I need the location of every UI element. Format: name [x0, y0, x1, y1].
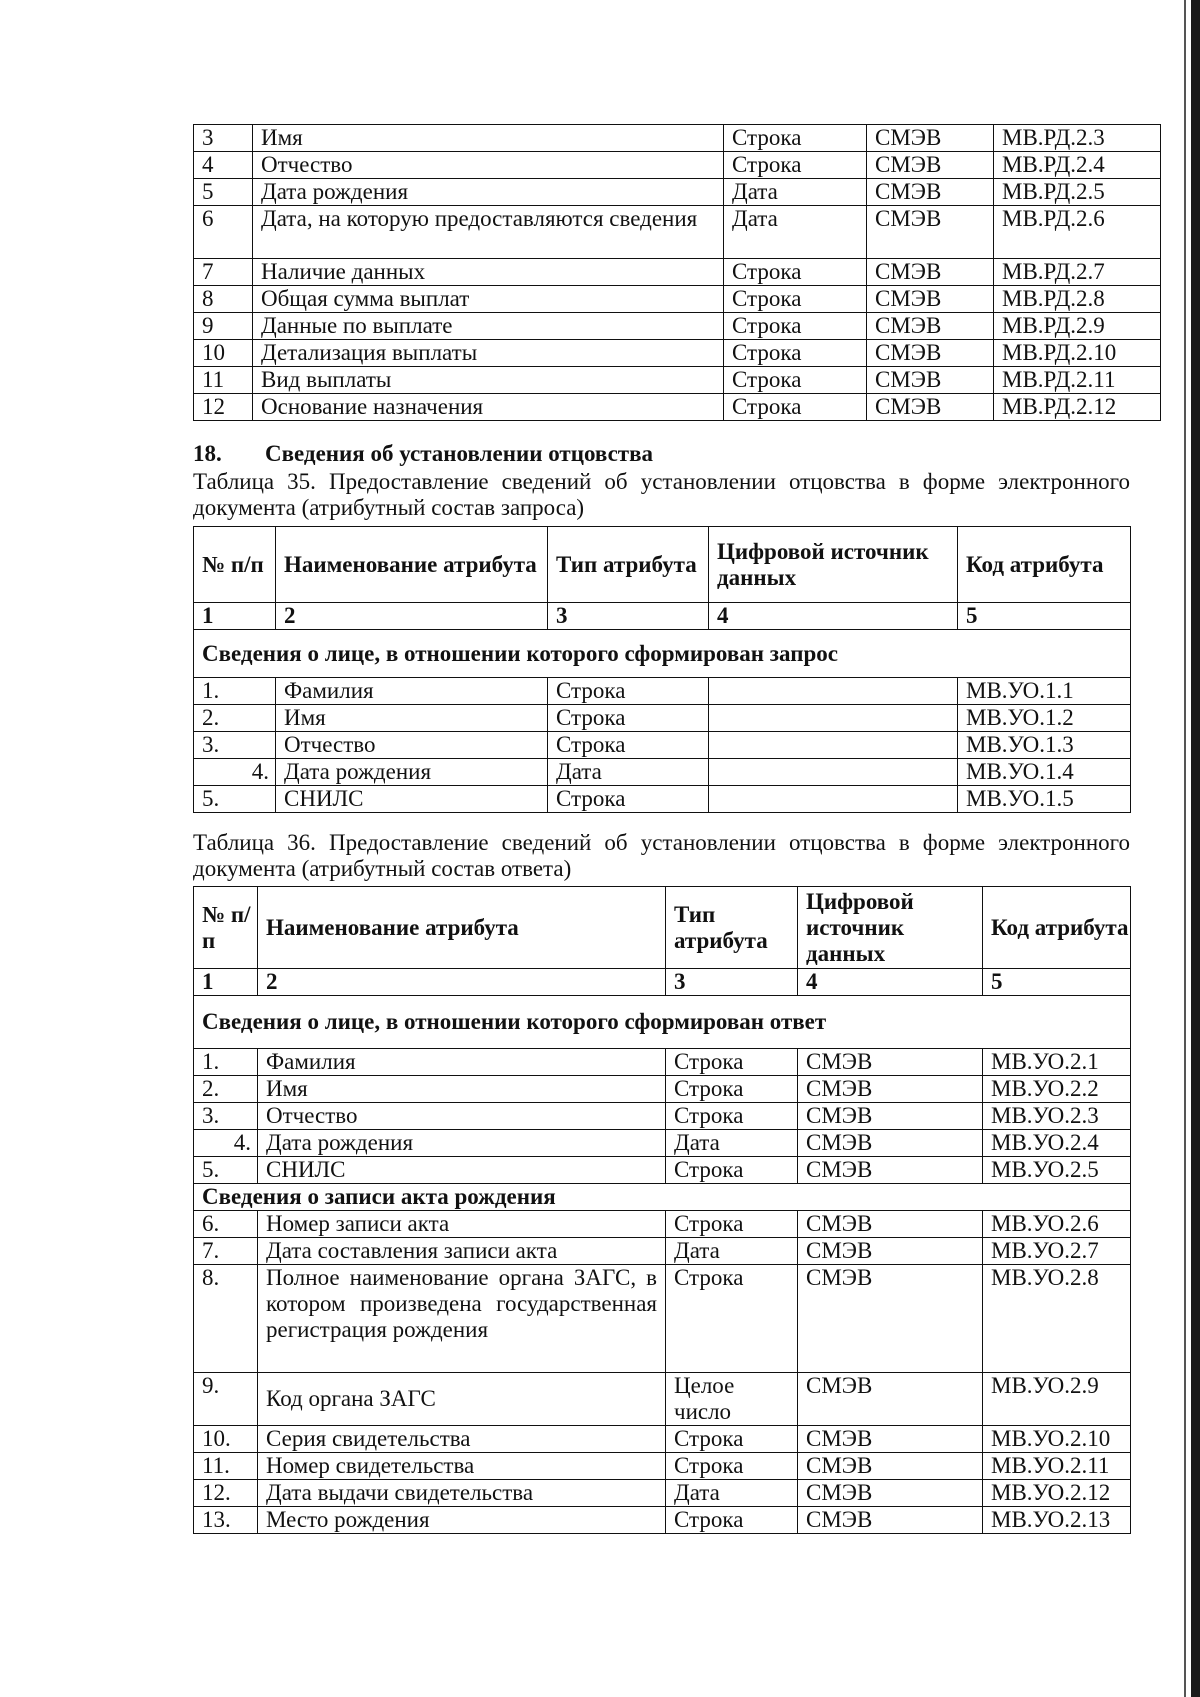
data-source: СМЭВ: [798, 1507, 983, 1534]
row-number: 12.: [194, 1480, 258, 1507]
column-number: 4: [798, 969, 983, 996]
row-number: 5.: [194, 786, 276, 813]
table-row: [194, 969, 1131, 996]
row-number: 3.: [194, 1103, 258, 1130]
attribute-name: Дата составления записи акта: [258, 1238, 666, 1265]
section-title: Сведения об установлении отцовства: [265, 441, 654, 466]
row-number: 12: [194, 394, 253, 421]
attribute-type: Строка: [548, 678, 709, 705]
attribute-type: Строка: [666, 1049, 798, 1076]
column-number: 5: [983, 969, 1131, 996]
row-number: 4.: [194, 759, 276, 786]
attribute-type: Дата: [666, 1480, 798, 1507]
data-source: СМЭВ: [867, 367, 994, 394]
attribute-code: МВ.УО.1.4: [958, 759, 1131, 786]
table-row: [194, 1157, 1131, 1184]
table-row: [194, 630, 1131, 678]
attribute-code: МВ.УО.2.13: [983, 1507, 1131, 1534]
row-number: 3.: [194, 732, 276, 759]
row-number: 10: [194, 340, 253, 367]
section-heading: [193, 441, 653, 467]
attribute-name: Данные по выплате: [253, 313, 724, 340]
attribute-code: МВ.РД.2.3: [994, 125, 1161, 152]
table-row: [194, 1238, 1131, 1265]
attribute-type: Строка: [666, 1157, 798, 1184]
data-source: СМЭВ: [867, 259, 994, 286]
attribute-code: МВ.РД.2.7: [994, 259, 1161, 286]
table-row: [194, 678, 1131, 705]
data-source: СМЭВ: [867, 394, 994, 421]
attribute-name: Дата, на которую предоставляются сведения: [253, 206, 724, 259]
attribute-name: Имя: [253, 125, 724, 152]
attribute-code: МВ.РД.2.4: [994, 152, 1161, 179]
row-number: 7: [194, 259, 253, 286]
attribute-type: Строка: [666, 1453, 798, 1480]
table-row: [194, 786, 1131, 813]
header-source: Цифровой источник данных: [798, 887, 983, 969]
attribute-code: МВ.УО.2.12: [983, 1480, 1131, 1507]
attribute-code: МВ.УО.1.1: [958, 678, 1131, 705]
data-source: СМЭВ: [867, 313, 994, 340]
table-row: [194, 887, 1131, 969]
row-number: 4: [194, 152, 253, 179]
group-header: Сведения о записи акта рождения: [194, 1184, 1131, 1211]
attribute-type: Дата: [724, 206, 867, 259]
attribute-code: МВ.УО.2.5: [983, 1157, 1131, 1184]
row-number: 1.: [194, 678, 276, 705]
data-source: СМЭВ: [867, 179, 994, 206]
data-source: СМЭВ: [798, 1049, 983, 1076]
attribute-name: Дата рождения: [276, 759, 548, 786]
section-number: 18.: [193, 441, 222, 466]
table-row: [194, 705, 1131, 732]
table-row: [194, 394, 1161, 421]
attribute-code: МВ.УО.2.11: [983, 1453, 1131, 1480]
row-number: 1.: [194, 1049, 258, 1076]
attribute-type: Строка: [724, 259, 867, 286]
data-source: СМЭВ: [798, 1211, 983, 1238]
attribute-code: МВ.УО.2.9: [983, 1373, 1131, 1426]
column-number: 3: [548, 603, 709, 630]
data-source: СМЭВ: [867, 206, 994, 259]
data-source: СМЭВ: [867, 152, 994, 179]
column-number: 4: [709, 603, 958, 630]
table-row: [194, 286, 1161, 313]
attribute-type: Строка: [724, 367, 867, 394]
data-source: СМЭВ: [867, 340, 994, 367]
attribute-name: Фамилия: [276, 678, 548, 705]
table-row: [194, 152, 1161, 179]
table-row: [194, 259, 1161, 286]
table-row: [194, 527, 1131, 603]
attribute-code: МВ.РД.2.10: [994, 340, 1161, 367]
data-source: СМЭВ: [798, 1265, 983, 1373]
row-number: 5.: [194, 1157, 258, 1184]
attribute-name: Имя: [276, 705, 548, 732]
data-source: [709, 678, 958, 705]
group-header: Сведения о лице, в отношении которого сформирован запрос: [194, 630, 1131, 678]
row-number: 11: [194, 367, 253, 394]
attribute-name: Дата рождения: [253, 179, 724, 206]
header-type: Тип атрибута: [548, 527, 709, 603]
table-row: [194, 732, 1131, 759]
header-type: Тип атрибута: [666, 887, 798, 969]
attribute-name: Основание назначения: [253, 394, 724, 421]
table35-caption: Таблица 35. Предоставление сведений об установлении отцовства в форме электронного документа (атрибутный состав запроса): [193, 469, 1130, 520]
table-row: [194, 313, 1161, 340]
table-row: [194, 996, 1131, 1049]
data-source: СМЭВ: [798, 1373, 983, 1426]
header-source: Цифровой источник данных: [709, 527, 958, 603]
attribute-code: МВ.УО.2.3: [983, 1103, 1131, 1130]
table-row: [194, 367, 1161, 394]
attribute-code: МВ.УО.2.8: [983, 1265, 1131, 1373]
attribute-name: Детализация выплаты: [253, 340, 724, 367]
attribute-type: Строка: [548, 732, 709, 759]
data-source: [709, 759, 958, 786]
attribute-type: Дата: [666, 1130, 798, 1157]
data-source: [709, 732, 958, 759]
attribute-name: Дата рождения: [258, 1130, 666, 1157]
row-number: 10.: [194, 1426, 258, 1453]
table-row: [194, 1049, 1131, 1076]
row-number: 13.: [194, 1507, 258, 1534]
attribute-type: Строка: [666, 1103, 798, 1130]
table-row: [194, 1453, 1131, 1480]
attribute-name: СНИЛС: [276, 786, 548, 813]
attribute-code: МВ.РД.2.6: [994, 206, 1161, 259]
attribute-code: МВ.УО.2.2: [983, 1076, 1131, 1103]
header-name: Наименование атрибута: [258, 887, 666, 969]
data-source: СМЭВ: [798, 1157, 983, 1184]
data-source: СМЭВ: [798, 1453, 983, 1480]
attribute-name: Код органа ЗАГС: [258, 1373, 666, 1426]
attribute-type: Строка: [548, 786, 709, 813]
attribute-code: МВ.УО.1.3: [958, 732, 1131, 759]
attribute-name: Дата выдачи свидетельства: [258, 1480, 666, 1507]
attribute-name: Вид выплаты: [253, 367, 724, 394]
attribute-name: Номер свидетельства: [258, 1453, 666, 1480]
table36-caption: Таблица 36. Предоставление сведений об установлении отцовства в форме электронного документа (атрибутный состав ответа): [193, 830, 1130, 881]
row-number: 2.: [194, 705, 276, 732]
row-number: 8.: [194, 1265, 258, 1373]
data-source: [709, 705, 958, 732]
data-source: СМЭВ: [798, 1426, 983, 1453]
attribute-type: Строка: [548, 705, 709, 732]
attribute-code: МВ.РД.2.11: [994, 367, 1161, 394]
column-number: 1: [194, 603, 276, 630]
row-number: 7.: [194, 1238, 258, 1265]
attribute-name: Полное наименование органа ЗАГС, в котором произведена государственная регистрация рождения: [258, 1265, 666, 1373]
table-36: [193, 886, 1131, 1534]
attribute-code: МВ.УО.2.6: [983, 1211, 1131, 1238]
column-number: 5: [958, 603, 1131, 630]
table-row: [194, 1211, 1131, 1238]
data-source: СМЭВ: [798, 1103, 983, 1130]
attribute-type: Строка: [724, 313, 867, 340]
table-35: [193, 526, 1131, 813]
table-row: [194, 1103, 1131, 1130]
attribute-type: Строка: [724, 125, 867, 152]
table-row: [194, 1076, 1131, 1103]
table-row: [194, 1426, 1131, 1453]
column-number: 2: [276, 603, 548, 630]
attribute-type: Дата: [666, 1238, 798, 1265]
row-number: 6: [194, 206, 253, 259]
row-number: 4.: [194, 1130, 258, 1157]
column-number: 1: [194, 969, 258, 996]
column-number: 3: [666, 969, 798, 996]
attribute-code: МВ.УО.1.5: [958, 786, 1131, 813]
attribute-code: МВ.РД.2.5: [994, 179, 1161, 206]
attribute-type: Строка: [724, 394, 867, 421]
attribute-type: Строка: [724, 152, 867, 179]
attribute-type: Строка: [724, 340, 867, 367]
row-number: 9: [194, 313, 253, 340]
attribute-name: Наличие данных: [253, 259, 724, 286]
data-source: СМЭВ: [798, 1076, 983, 1103]
attribute-name: Общая сумма выплат: [253, 286, 724, 313]
attribute-code: МВ.УО.2.7: [983, 1238, 1131, 1265]
row-number: 8: [194, 286, 253, 313]
attribute-code: МВ.РД.2.8: [994, 286, 1161, 313]
attribute-type: Строка: [666, 1211, 798, 1238]
column-number: 2: [258, 969, 666, 996]
table-row: [194, 206, 1161, 259]
group-header: Сведения о лице, в отношении которого сформирован ответ: [194, 996, 1131, 1049]
attribute-name: Номер записи акта: [258, 1211, 666, 1238]
attribute-type: Строка: [666, 1265, 798, 1373]
table-row: [194, 1184, 1131, 1211]
attribute-name: Серия свидетельства: [258, 1426, 666, 1453]
data-source: СМЭВ: [867, 125, 994, 152]
table-row: [194, 1373, 1131, 1426]
table-top: [193, 124, 1161, 421]
attribute-code: МВ.УО.2.1: [983, 1049, 1131, 1076]
table-row: [194, 759, 1131, 786]
table-row: [194, 179, 1161, 206]
row-number: 6.: [194, 1211, 258, 1238]
table-row: [194, 1265, 1131, 1373]
attribute-name: Отчество: [253, 152, 724, 179]
attribute-type: Строка: [666, 1426, 798, 1453]
attribute-type: Строка: [666, 1076, 798, 1103]
attribute-type: Строка: [724, 286, 867, 313]
attribute-type: Строка: [666, 1507, 798, 1534]
attribute-code: МВ.УО.2.4: [983, 1130, 1131, 1157]
data-source: СМЭВ: [798, 1238, 983, 1265]
header-number: № п/п: [194, 527, 276, 603]
row-number: 2.: [194, 1076, 258, 1103]
attribute-name: Фамилия: [258, 1049, 666, 1076]
attribute-code: МВ.УО.1.2: [958, 705, 1131, 732]
header-code: Код атрибута: [983, 887, 1131, 969]
attribute-type: Целое число: [666, 1373, 798, 1426]
table-row: [194, 1507, 1131, 1534]
table-row: [194, 125, 1161, 152]
table-row: [194, 340, 1161, 367]
attribute-code: МВ.УО.2.10: [983, 1426, 1131, 1453]
data-source: [709, 786, 958, 813]
scan-edge-line: [1184, 0, 1186, 1697]
data-source: СМЭВ: [867, 286, 994, 313]
data-source: СМЭВ: [798, 1130, 983, 1157]
attribute-name: Имя: [258, 1076, 666, 1103]
attribute-name: Место рождения: [258, 1507, 666, 1534]
data-source: СМЭВ: [798, 1480, 983, 1507]
attribute-name: Отчество: [276, 732, 548, 759]
attribute-name: СНИЛС: [258, 1157, 666, 1184]
attribute-name: Отчество: [258, 1103, 666, 1130]
table-row: [194, 1480, 1131, 1507]
table-row: [194, 603, 1131, 630]
row-number: 3: [194, 125, 253, 152]
attribute-code: МВ.РД.2.12: [994, 394, 1161, 421]
header-number: № п/п: [194, 887, 258, 969]
attribute-code: МВ.РД.2.9: [994, 313, 1161, 340]
header-code: Код атрибута: [958, 527, 1131, 603]
header-name: Наименование атрибута: [276, 527, 548, 603]
table-row: [194, 1130, 1131, 1157]
row-number: 5: [194, 179, 253, 206]
row-number: 11.: [194, 1453, 258, 1480]
attribute-type: Дата: [724, 179, 867, 206]
scan-edge: [1191, 0, 1200, 1697]
attribute-type: Дата: [548, 759, 709, 786]
row-number: 9.: [194, 1373, 258, 1426]
